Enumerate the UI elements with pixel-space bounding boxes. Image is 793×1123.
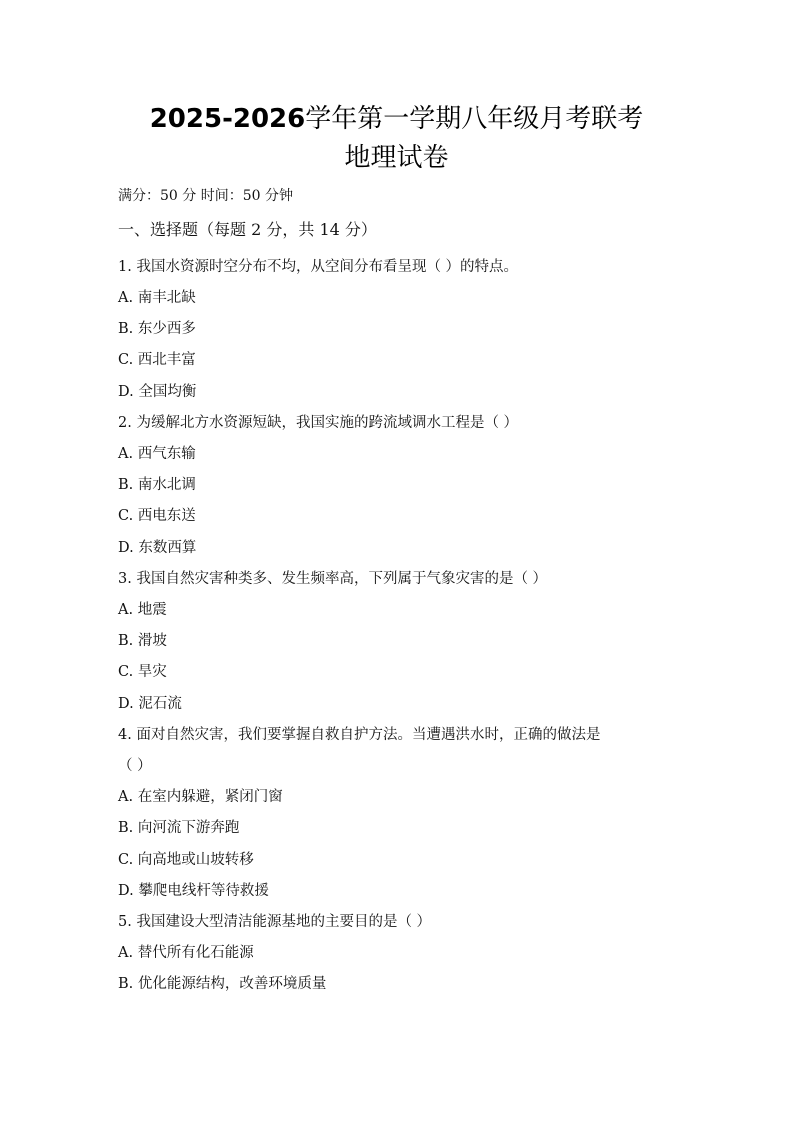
question-3-option-d: D. 泥石流 bbox=[118, 696, 182, 712]
title-year: 2025-2026 bbox=[149, 104, 306, 134]
question-1-option-a: A. 南丰北缺 bbox=[118, 290, 196, 306]
question-3-option-b: B. 滑坡 bbox=[118, 633, 167, 649]
question-4-option-d: D. 攀爬电线杆等待救援 bbox=[118, 883, 269, 899]
question-1-option-b: B. 东少西多 bbox=[118, 321, 196, 337]
exam-meta: 满分：50 分 时间：50 分钟 bbox=[118, 188, 293, 204]
title-text: 学年第一学期八年级月考联考 bbox=[305, 104, 644, 134]
question-2-option-d: D. 东数西算 bbox=[118, 540, 197, 556]
question-4-option-b: B. 向河流下游奔跑 bbox=[118, 820, 240, 836]
question-4-option-a: A. 在室内躲避，紧闭门窗 bbox=[118, 789, 283, 805]
exam-subtitle: 地理试卷 bbox=[344, 143, 449, 173]
question-2-option-c: C. 西电东送 bbox=[118, 508, 196, 524]
question-4-continuation: （ ） bbox=[118, 758, 152, 774]
question-3: 3. 我国自然灾害种类多、发生频率高，下列属于气象灾害的是（ ） bbox=[118, 571, 548, 587]
question-2: 2. 为缓解北方水资源短缺，我国实施的跨流域调水工程是（ ） bbox=[118, 415, 519, 431]
question-1-option-d: D. 全国均衡 bbox=[118, 384, 197, 400]
question-4: 4. 面对自然灾害，我们要掌握自救自护方法。当遭遇洪水时，正确的做法是 bbox=[118, 727, 601, 743]
question-5-option-b: B. 优化能源结构，改善环境质量 bbox=[118, 976, 327, 992]
question-4-option-c: C. 向高地或山坡转移 bbox=[118, 852, 254, 868]
question-2-option-a: A. 西气东输 bbox=[118, 446, 196, 462]
section-heading: 一、选择题（每题 2 分，共 14 分） bbox=[118, 220, 377, 239]
question-1-option-c: C. 西北丰富 bbox=[118, 352, 196, 368]
question-3-option-c: C. 旱灾 bbox=[118, 664, 167, 680]
question-5: 5. 我国建设大型清洁能源基地的主要目的是（ ） bbox=[118, 914, 432, 930]
question-3-option-a: A. 地震 bbox=[118, 602, 167, 618]
exam-title bbox=[0, 101, 793, 137]
question-5-option-a: A. 替代所有化石能源 bbox=[118, 945, 254, 961]
question-2-option-b: B. 南水北调 bbox=[118, 477, 196, 493]
question-1: 1. 我国水资源时空分布不均，从空间分布看呈现（ ）的特点。 bbox=[118, 259, 519, 275]
